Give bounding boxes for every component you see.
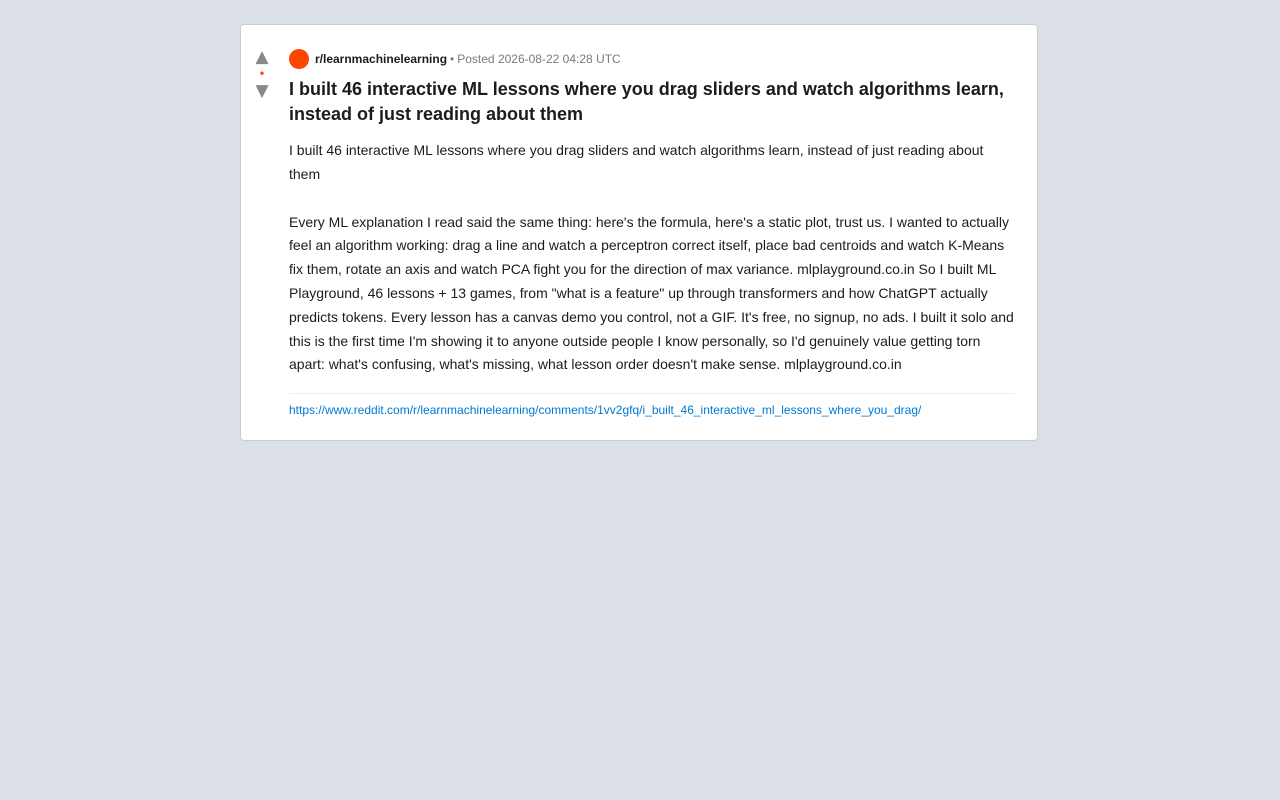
post-timestamp: Posted 2026-08-22 04:28 UTC — [457, 52, 621, 66]
post-meta — [289, 49, 1015, 69]
post-title[interactable]: I built 46 interactive ML lessons where you drag sliders and watch algorithms learn, instead of just reading about them — [289, 79, 1004, 124]
post-content — [289, 49, 1015, 418]
permalink-link[interactable]: https://www.reddit.com/r/learnmachinelearning/comments/1vv2gfq/i_built_46_interactive_ml_lessons_where_you_drag/ — [289, 403, 922, 418]
post-body-paragraph: Every ML explanation I read said the same thing: here's the formula, here's a static plot, trust us. I wanted to actually feel an algorithm working: drag a line and watch a perceptron correct itself, place bad centroids and watch K-Means fix them, rotate an axis and watch PCA fight you for the direction of max variance. mlplayground.co.in So I built ML Playground, 46 lessons + 13 games, from "what is a feature" up through transformers and how ChatGPT actually predicts tokens. Every lesson has a canvas demo you control, not a GIF. It's free, no signup, no ads. I built it solo and this is the first time I'm showing it to anyone outside people I know personally, so I'd genuinely value getting torn apart: what's confusing, what's missing, what lesson order doesn't make sense. mlplayground.co.in — [289, 213, 1014, 373]
downvote-arrow-icon[interactable]: ▼ — [255, 81, 269, 101]
vote-score: • — [259, 66, 265, 80]
subreddit-avatar-icon[interactable] — [289, 49, 309, 69]
meta-separator: • — [450, 52, 455, 66]
vote-column — [249, 47, 275, 101]
post-card — [240, 24, 1038, 441]
subreddit-link[interactable]: r/learnmachinelearning — [315, 52, 448, 66]
post-body-paragraph: I built 46 interactive ML lessons where you drag sliders and watch algorithms learn, instead of just reading about them — [289, 142, 984, 182]
divider — [289, 393, 1015, 394]
upvote-arrow-icon[interactable]: ▲ — [255, 47, 269, 67]
post-body — [289, 139, 1015, 377]
